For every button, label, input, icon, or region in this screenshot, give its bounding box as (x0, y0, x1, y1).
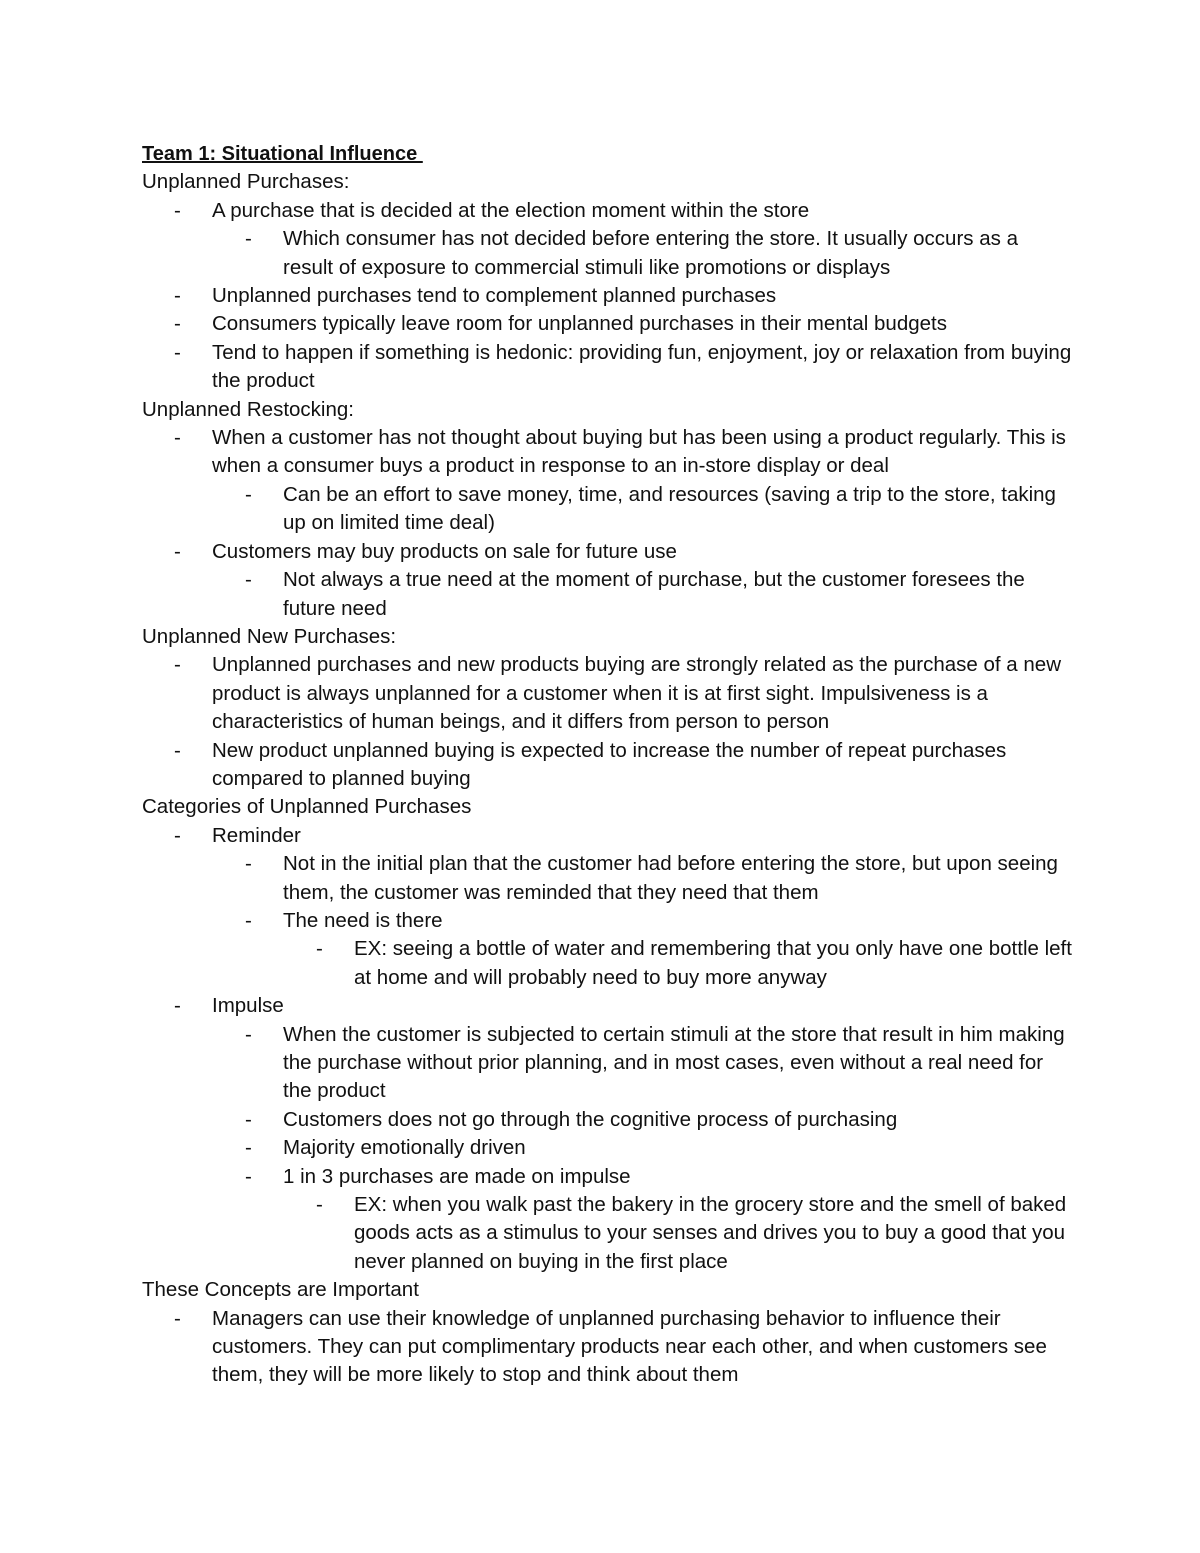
document-page (142, 140, 1072, 1390)
list-item-text: Not always a true need at the moment of purchase, but the customer foresees the future need (283, 568, 1025, 620)
list-item-level-1 (142, 339, 1072, 396)
list-item-level-1 (142, 822, 1072, 850)
section-heading: Unplanned Purchases: (142, 170, 350, 194)
document-body (142, 168, 1072, 1389)
list-item-level-2 (142, 850, 1072, 907)
list-item-level-2 (142, 1106, 1072, 1134)
list-item-level-1 (142, 424, 1072, 481)
bullet-dash: - (174, 994, 181, 1018)
bullet-dash: - (245, 1022, 252, 1046)
list-item-level-1 (142, 737, 1072, 794)
list-item-text: EX: when you walk past the bakery in the grocery store and the smell of baked goods acts as a stimulus to your senses and drives you to buy a good that you never planned on buying in the first place (354, 1193, 1067, 1273)
section-heading: Unplanned New Purchases: (142, 624, 397, 648)
bullet-dash: - (174, 426, 181, 450)
section-heading: Unplanned Restocking: (142, 397, 354, 421)
bullet-dash: - (245, 852, 252, 876)
bullet-dash: - (174, 823, 181, 847)
bullet-dash: - (174, 1306, 181, 1330)
list-item-text: EX: seeing a bottle of water and remembering that you only have one bottle left at home and will probably need to buy more anyway (354, 937, 1072, 989)
section-heading: Categories of Unplanned Purchases (142, 795, 472, 819)
list-item-level-1 (142, 1305, 1072, 1390)
bullet-dash: - (174, 198, 181, 222)
list-item-level-1 (142, 992, 1072, 1020)
list-item-text: Managers can use their knowledge of unplanned purchasing behavior to influence their customers. They can put complimentary products near each other, and when customers see them, they will be more likely to stop and think about them (212, 1306, 1047, 1387)
list-item-text: Unplanned purchases tend to complement planned purchases (212, 284, 777, 308)
list-item-text: Majority emotionally driven (283, 1136, 526, 1160)
list-item-level-2 (142, 481, 1072, 538)
list-item-text: Customers does not go through the cognitive process of purchasing (283, 1107, 898, 1131)
bullet-dash: - (245, 1164, 252, 1188)
bullet-dash: - (245, 1107, 252, 1131)
bullet-dash: - (174, 539, 181, 563)
list-item-level-3 (142, 935, 1072, 992)
list-item-level-2 (142, 225, 1072, 282)
list-item-text: New product unplanned buying is expected to increase the number of repeat purchases compared to planned buying (212, 738, 1007, 790)
bullet-dash: - (174, 738, 181, 762)
bullet-dash: - (174, 340, 181, 364)
bullet-dash: - (174, 653, 181, 677)
bullet-dash: - (245, 908, 252, 932)
section-heading: These Concepts are Important (142, 1278, 419, 1302)
list-item-text: When a customer has not thought about buying but has been using a product regularly. This is when a consumer buys a product in response to an in-store display or deal (212, 426, 1066, 478)
bullet-dash: - (245, 568, 252, 592)
list-item-level-1 (142, 651, 1072, 736)
list-item-level-3 (142, 1191, 1072, 1276)
list-item-text: The need is there (283, 908, 443, 932)
list-item-text: Reminder (212, 823, 301, 847)
list-item-level-2 (142, 1134, 1072, 1162)
list-item-level-1 (142, 538, 1072, 566)
list-item-text: A purchase that is decided at the election moment within the store (212, 198, 810, 222)
list-item-level-2 (142, 1163, 1072, 1191)
bullet-dash: - (245, 227, 252, 251)
bullet-dash: - (174, 284, 181, 308)
list-item-text: Consumers typically leave room for unplanned purchases in their mental budgets (212, 312, 947, 336)
list-item-text: Unplanned purchases and new products buying are strongly related as the purchase of a new product is always unplanned for a customer when it is at first sight. Impulsiveness is a characteristics of human beings, and it differs from person to person (212, 653, 1062, 734)
list-item-text: Not in the initial plan that the customer had before entering the store, but upon seeing them, the customer was reminded that they need that them (283, 852, 1058, 904)
document-title: Team 1: Situational Influence (142, 143, 423, 165)
list-item-text: Customers may buy products on sale for future use (212, 539, 677, 563)
bullet-dash: - (316, 1193, 323, 1217)
list-item-text: Tend to happen if something is hedonic: providing fun, enjoyment, joy or relaxation from buying the product (212, 340, 1072, 393)
list-item-text: Can be an effort to save money, time, and resources (saving a trip to the store, taking up on limited time deal) (283, 482, 1056, 535)
bullet-dash: - (174, 312, 181, 336)
list-item-level-2 (142, 907, 1072, 935)
list-item-text: Which consumer has not decided before entering the store. It usually occurs as a result of exposure to commercial stimuli like promotions or displays (283, 227, 1018, 279)
list-item-text: 1 in 3 purchases are made on impulse (283, 1164, 631, 1188)
list-item-level-1 (142, 282, 1072, 310)
list-item-text: Impulse (212, 994, 284, 1018)
list-item-level-1 (142, 310, 1072, 338)
list-item-level-2 (142, 1021, 1072, 1106)
bullet-dash: - (316, 937, 323, 961)
list-item-level-2 (142, 566, 1072, 623)
list-item-text: When the customer is subjected to certain stimuli at the store that result in him making the purchase without prior planning, and in most cases, even without a real need for the product (283, 1022, 1065, 1103)
bullet-dash: - (245, 1136, 252, 1160)
list-item-level-1 (142, 197, 1072, 225)
bullet-dash: - (245, 482, 252, 506)
